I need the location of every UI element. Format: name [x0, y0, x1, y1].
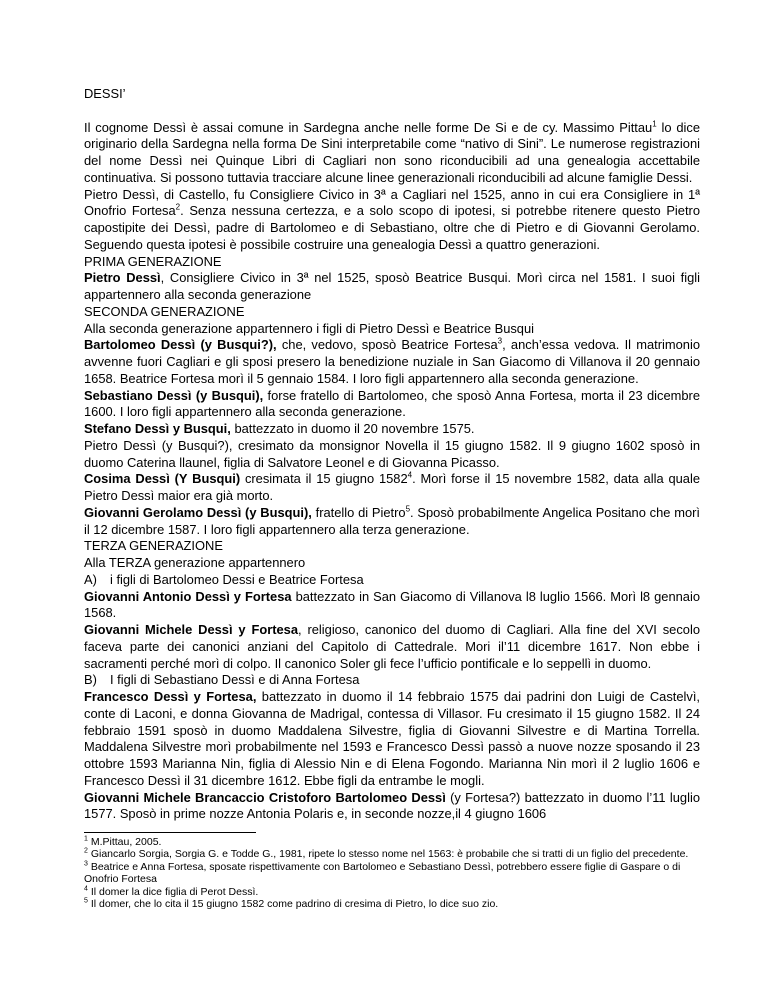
footnote-ref-2: 2 — [175, 202, 181, 212]
entry-cosima-dessi: Cosima Dessì (Y Busqui) cresimata il 15 giugno 1582$^4$. Morì forse il 15 novembre 1582, data alla quale Pietro Dessì maior era già morto. — [84, 470, 700, 503]
heading-seconda-generazione: SECONDA GENERAZIONE — [84, 303, 245, 319]
footnote-divider — [84, 832, 256, 833]
footnote-ref-3: 3 — [497, 336, 503, 346]
entry-pietro-dessi: Pietro Dessì, Consigliere Civico in 3ª nel 1525, sposò Beatrice Busqui. Morì circa nel 1581. I suoi figli appartennero alla seconda generazione — [84, 270, 700, 302]
document-body — [84, 86, 700, 823]
group-a-label: A) i figli di Bartolomeo Dessi e Beatrice Fortesa — [84, 571, 364, 587]
entry-giovanni-michele-dessi: Giovanni Michele Dessì y Fortesa, religioso, canonico del duomo di Cagliari. Alla fine del XVI secolo faceva parte dei canonici anziani del Capitolo di Cattedrale. Mori il’11 dicembre 1617. Non ebbe i sacramenti perché morì di colpo. Il canonico Soler gli fece l’ufficio pontificale e lo seppellì in duomo. — [84, 622, 700, 671]
entry-sebastiano-dessi: Sebastiano Dessì (y Busqui), forse fratello di Bartolomeo, che sposò Anna Fortesa, morta il 23 dicembre 1600. I loro figli appartennero alla seconda generazione. — [84, 387, 700, 420]
footnote-ref-4: 4 — [407, 470, 413, 480]
document-title: DESSI’ — [84, 86, 126, 101]
entry-bartolomeo-dessi: Bartolomeo Dessì (y Busqui?), che, vedovo, sposò Beatrice Fortesa$^3$, anch’essa vedova. Il matrimonio avvenne fuori Cagliari e gli sposi presero la benedizione nuziale in San Giacomo di Villanova il 20 gennaio 1658. Beatrice Fortesa morì il 5 gennaio 1584. I loro figli appartennero alla seconda generazione. — [84, 336, 700, 386]
footnote-ref-1: 1 — [652, 119, 657, 129]
entry-stefano-dessi: Stefano Dessì y Busqui, battezzato in duomo il 20 novembre 1575. — [84, 421, 475, 436]
footnote-3: $^3$ Beatrice e Anna Fortesa, sposate rispettivamente con Bartolomeo e Sebastiano Dessì, potrebbero essere figlie di Gaspare o di Onofrio Fortesa — [84, 860, 681, 886]
group-b-label: B) I figli di Sebastiano Dessì e di Anna Fortesa — [84, 672, 360, 688]
seconda-intro: Alla seconda generazione appartennero i figli di Pietro Dessì e Beatrice Busqui — [84, 320, 535, 336]
footnote-ref-5: 5 — [405, 504, 411, 514]
entry-giovanni-michele-brancaccio-dessi: Giovanni Michele Brancaccio Cristoforo Bartolomeo Dessì (y Fortesa?) battezzato in duomo l’11 luglio 1577. Sposò in prime nozze Antonia Polaris e, in seconde nozze,il 4 giugno 1606 — [84, 789, 700, 822]
entry-francesco-dessi: Francesco Dessì y Fortesa, battezzato in duomo il 14 febbraio 1575 dai padrini don Luigi de Castelvì, conte di Laconi, e donna Giovanna de Madrigal, contessa di Villasor. Fu cresimato il 15 giugno 1582. Il 24 febbraio 1591 sposò in duomo Maddalena Silvestre, figlia di Giovanni Silvestre e di Martina Torrella. Maddalena Silvestre morì probabilmente nel 1593 e Francesco Dessì passò a nuove nozze sposando il 23 ottobre 1593 Marianna Nin, figlia di Alessio Nin e di Elena Fogondo. Marianna Nin morì il 2 luglio 1606 e Francesco Dessì il 31 dicembre 1612. Ebbe figli da entrambe le mogli. — [84, 689, 700, 788]
heading-prima-generazione: PRIMA GENERAZIONE — [84, 253, 222, 269]
entry-giovanni-antonio-dessi: Giovanni Antonio Dessì y Fortesa battezzato in San Giacomo di Villanova l8 luglio 1566. Morì l8 gennaio 1568. — [84, 588, 700, 621]
heading-terza-generazione: TERZA GENERAZIONE — [84, 538, 223, 554]
footnote-1: $^1$ M.Pittau, 2005. — [84, 835, 162, 848]
footnote-4: $^4$ Il domer la dice figlia di Perot Dessì. — [84, 885, 259, 898]
terza-intro: Alla TERZA generazione appartennero — [84, 555, 306, 570]
footnote-2: $^2$ Giancarlo Sorgia, Sorgia G. e Todde G., 1981, ripete lo stesso nome nel 1563: è probabile che si tratti di un figlio del precedente. — [84, 847, 689, 861]
entry-giovanni-gerolamo-dessi: Giovanni Gerolamo Dessì (y Busqui), fratello di Pietro$^5$. Sposò probabilmente Angelica Positano che morì il 12 dicembre 1587. I loro figli appartennero alla terza generazione. — [84, 504, 700, 537]
footnotes — [84, 832, 700, 910]
intro-paragraph: Il cognome Dessì è assai comune in Sardegna anche nelle forme De Si e de cy. Massimo Pittau$^1$ lo dice originario della Sardegna nella forma De Sini interpretabile come “nativo di Sini”. Le numerose registrazioni del nome Dessì nei Quinque Libri di Cagliari non sono riconducibili ad una genealogia accettabile continuativa. Si possono tuttavia tracciare alcune linee generazionali riconducibili ad alcune famiglie Dessi. — [84, 119, 701, 185]
entry-pietro-dessi-busqui: Pietro Dessì (y Busqui?), cresimato da monsignor Novella il 15 giugno 1582. Il 9 giugno 1602 sposò in duomo Caterina llaunel, figlia di Salvatore Leonel e di Giovanna Picasso. — [84, 437, 700, 470]
footnote-5: $^5$ Il domer, che lo cita il 15 giugno 1582 come padrino di cresima di Pietro, lo dice suo zio. — [84, 897, 499, 911]
intro-paragraph-2: Pietro Dessì, di Castello, fu Consigliere Civico in 3ª a Cagliari nel 1525, anno in cui era Consigliere in 1ª Onofrio Fortesa$^2$. Senza nessuna certezza, e a solo scopo di ipotesi, si potrebbe ritenere questo Pietro capostipite dei Dessì, padre di Bartolomeo e di Sebastiano, oltre che di Pietro e di Giovanni Gerolamo. Seguendo questa ipotesi è possibile costruire una genealogia Dessì a quattro generazioni. — [84, 186, 700, 252]
